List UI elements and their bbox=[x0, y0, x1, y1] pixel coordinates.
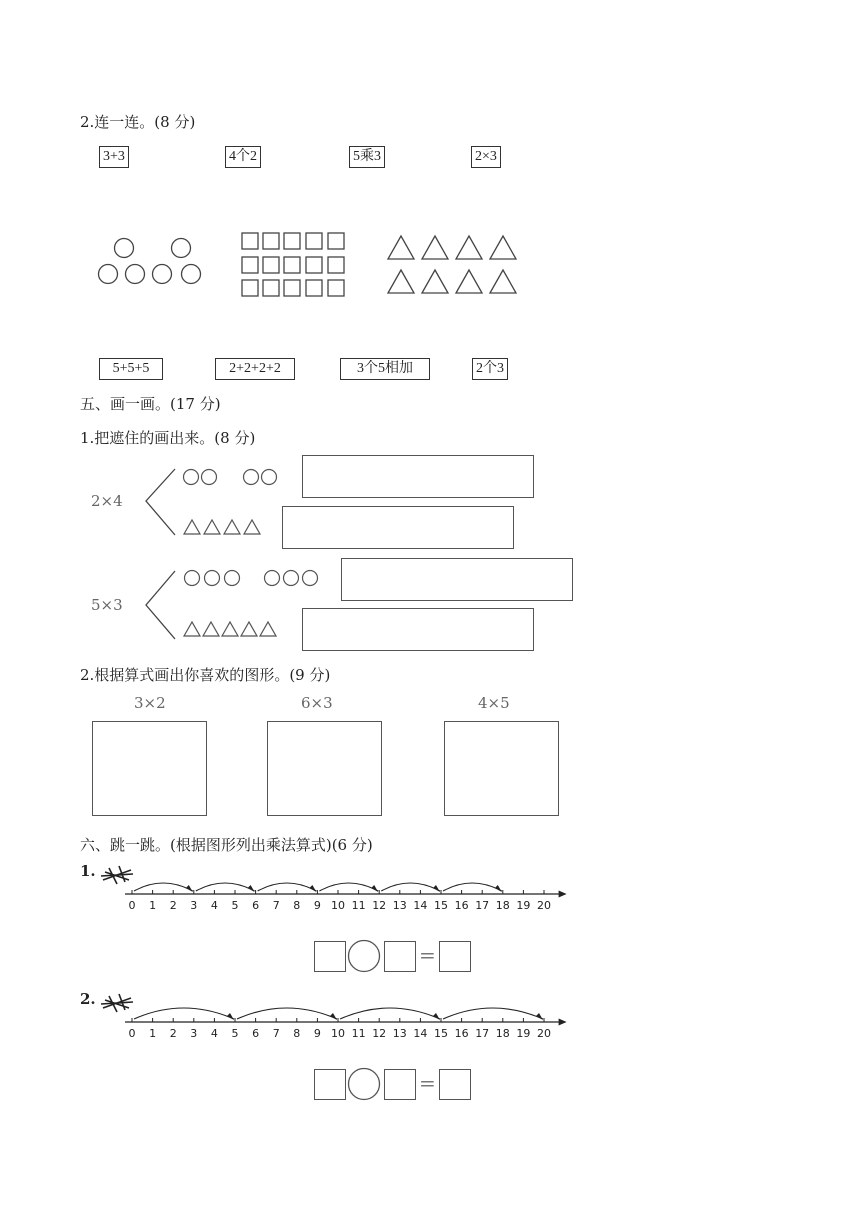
tick-label-5: 5 bbox=[231, 899, 239, 912]
tick-label-1: 1 bbox=[149, 899, 157, 912]
group1-hidden-box-2[interactable] bbox=[282, 506, 514, 549]
line1-equals: = bbox=[419, 943, 436, 967]
bottom-label-1[interactable]: 5+5+5 bbox=[99, 358, 163, 380]
group1-circles bbox=[182, 468, 292, 488]
tick-label-15: 15 bbox=[434, 1027, 448, 1040]
line1-number: 1. bbox=[80, 862, 96, 880]
group1-triangles bbox=[182, 518, 272, 538]
draw-formula-3: 4×5 bbox=[478, 694, 510, 712]
tick-label-2: 2 bbox=[169, 899, 177, 912]
tick-label-17: 17 bbox=[475, 1027, 490, 1040]
tick-label-0: 0 bbox=[128, 1027, 136, 1040]
tick-label-9: 9 bbox=[313, 1027, 321, 1040]
bottom-label-2[interactable]: 2+2+2+2 bbox=[215, 358, 295, 380]
jump-arrowhead-15 bbox=[536, 1013, 543, 1020]
tick-label-19: 19 bbox=[516, 1027, 531, 1040]
top-label-4[interactable]: 2×3 bbox=[471, 146, 501, 168]
jump-arrowhead-3 bbox=[248, 885, 255, 892]
line2-answer-box-1[interactable] bbox=[314, 1069, 346, 1100]
tick-label-3: 3 bbox=[190, 899, 198, 912]
line2-operator-circle[interactable] bbox=[347, 1066, 383, 1102]
bottom-label-3[interactable]: 3个5相加 bbox=[340, 358, 430, 380]
group1-bracket bbox=[143, 465, 183, 545]
circles-picture[interactable] bbox=[95, 236, 215, 296]
tick-label-18: 18 bbox=[495, 1027, 510, 1040]
tick-label-7: 7 bbox=[272, 899, 280, 912]
tick-label-4: 4 bbox=[210, 899, 218, 912]
tick-label-11: 11 bbox=[351, 1027, 366, 1040]
tick-label-7: 7 bbox=[272, 1027, 280, 1040]
jump-arc-3 bbox=[196, 883, 255, 891]
tick-label-12: 12 bbox=[372, 1027, 387, 1040]
top-label-1[interactable]: 3+3 bbox=[99, 146, 129, 168]
jump-arc-0 bbox=[134, 1008, 234, 1019]
tick-label-10: 10 bbox=[331, 899, 345, 912]
tick-label-3: 3 bbox=[190, 1027, 198, 1040]
jump-arc-0 bbox=[134, 883, 193, 891]
tick-label-11: 11 bbox=[351, 899, 366, 912]
tick-label-6: 6 bbox=[252, 1027, 260, 1040]
tick-label-12: 12 bbox=[372, 899, 387, 912]
top-label-3[interactable]: 5乘3 bbox=[349, 146, 385, 168]
tick-label-20: 20 bbox=[537, 899, 551, 912]
tick-label-14: 14 bbox=[413, 899, 428, 912]
draw-box-3[interactable] bbox=[444, 721, 559, 816]
draw-formula-2: 6×3 bbox=[301, 694, 333, 712]
tick-label-2: 2 bbox=[169, 1027, 177, 1040]
tick-label-16: 16 bbox=[454, 1027, 469, 1040]
jump-arc-12 bbox=[381, 883, 440, 891]
line2-answer-box-3[interactable] bbox=[439, 1069, 471, 1100]
line1-answer-box-2[interactable] bbox=[384, 941, 416, 972]
tick-label-9: 9 bbox=[313, 899, 321, 912]
jump-arrowhead-12 bbox=[433, 885, 440, 892]
line2-number: 2. bbox=[80, 990, 96, 1008]
jump-arrowhead-15 bbox=[495, 885, 502, 892]
tick-label-13: 13 bbox=[392, 1027, 407, 1040]
section5-q1-title: 1.把遮住的画出来。(8 分) bbox=[80, 429, 256, 447]
jump-arrowhead-0 bbox=[186, 885, 193, 892]
tick-label-5: 5 bbox=[231, 1027, 239, 1040]
q2-connect-title: 2.连一连。(8 分) bbox=[80, 113, 196, 131]
group2-hidden-box-1[interactable] bbox=[341, 558, 573, 601]
tick-label-18: 18 bbox=[495, 899, 510, 912]
line1-answer-box-1[interactable] bbox=[314, 941, 346, 972]
squares-picture[interactable] bbox=[240, 231, 350, 301]
draw-formula-1: 3×2 bbox=[134, 694, 166, 712]
line1-answer-box-3[interactable] bbox=[439, 941, 471, 972]
draw-box-2[interactable] bbox=[267, 721, 382, 816]
tick-label-17: 17 bbox=[475, 899, 490, 912]
jump-arc-9 bbox=[319, 883, 378, 891]
grasshopper-icon bbox=[101, 994, 133, 1012]
jump-arrowhead-0 bbox=[227, 1013, 234, 1020]
tick-label-8: 8 bbox=[293, 899, 301, 912]
jump-arrowhead-10 bbox=[433, 1013, 440, 1020]
group2-circles bbox=[182, 569, 332, 589]
draw-box-1[interactable] bbox=[92, 721, 207, 816]
section6-title: 六、跳一跳。(根据图形列出乘法算式)(6 分) bbox=[80, 836, 373, 854]
line2-equals: = bbox=[419, 1071, 436, 1095]
tick-label-1: 1 bbox=[149, 1027, 157, 1040]
group2-hidden-box-2[interactable] bbox=[302, 608, 534, 651]
group1-formula: 2×4 bbox=[91, 492, 123, 510]
jump-arrowhead-9 bbox=[371, 885, 378, 892]
axis-arrow bbox=[559, 1019, 567, 1026]
axis-arrow bbox=[559, 891, 567, 898]
jump-arc-5 bbox=[237, 1008, 337, 1019]
jump-arc-10 bbox=[340, 1008, 440, 1019]
section5-title: 五、画一画。(17 分) bbox=[80, 395, 221, 413]
tick-label-8: 8 bbox=[293, 1027, 301, 1040]
tick-label-0: 0 bbox=[128, 899, 136, 912]
top-label-2[interactable]: 4个2 bbox=[225, 146, 261, 168]
line1-operator-circle[interactable] bbox=[347, 938, 383, 974]
tick-label-16: 16 bbox=[454, 899, 469, 912]
section5-q2-title: 2.根据算式画出你喜欢的图形。(9 分) bbox=[80, 666, 331, 684]
triangles-picture[interactable] bbox=[385, 233, 525, 303]
number-line-1 bbox=[95, 858, 575, 918]
bottom-label-4[interactable]: 2个3 bbox=[472, 358, 508, 380]
group2-formula: 5×3 bbox=[91, 596, 123, 614]
jump-arrowhead-6 bbox=[309, 885, 316, 892]
group2-triangles bbox=[182, 620, 292, 640]
line2-answer-box-2[interactable] bbox=[384, 1069, 416, 1100]
group1-hidden-box-1[interactable] bbox=[302, 455, 534, 498]
jump-arc-15 bbox=[443, 1008, 543, 1019]
jump-arc-15 bbox=[443, 883, 502, 891]
jump-arrowhead-5 bbox=[330, 1013, 337, 1020]
grasshopper-icon bbox=[101, 866, 133, 884]
tick-label-10: 10 bbox=[331, 1027, 345, 1040]
tick-label-4: 4 bbox=[210, 1027, 218, 1040]
group2-bracket bbox=[143, 567, 183, 647]
tick-label-14: 14 bbox=[413, 1027, 428, 1040]
tick-label-15: 15 bbox=[434, 899, 448, 912]
tick-label-6: 6 bbox=[252, 899, 260, 912]
tick-label-20: 20 bbox=[537, 1027, 551, 1040]
jump-arc-6 bbox=[258, 883, 317, 891]
tick-label-19: 19 bbox=[516, 899, 531, 912]
tick-label-13: 13 bbox=[392, 899, 407, 912]
number-line-2 bbox=[95, 986, 575, 1046]
